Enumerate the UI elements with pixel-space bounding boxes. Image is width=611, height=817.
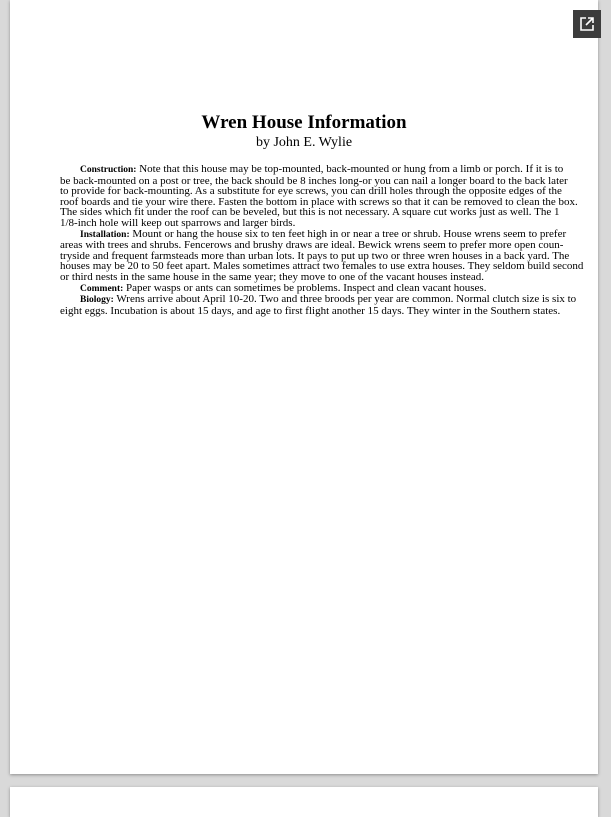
line-text: tryside and frequent farmsteads more than urban lots. It pays to put up two or three wren houses in a back yard. The bbox=[60, 249, 570, 262]
line-text: Note that this house may be top-mounted, back-mounted or hung from a limb or porch. If it is to bbox=[139, 163, 564, 175]
line-text: 1/8-inch hole will keep out sparrows and larger birds. bbox=[60, 216, 296, 229]
line-text: roof boards and tie your wire there. Fasten the bottom in place with screws so that it can be removed to clean the box. bbox=[60, 195, 578, 208]
paragraph-label: Installation: bbox=[80, 229, 130, 240]
document-author: by John E. Wylie bbox=[255, 135, 353, 150]
line-text: Wrens arrive about April 10-20. Two and three broods per year are common. Normal clutch size is six to bbox=[116, 293, 577, 306]
open-in-new-window-button[interactable] bbox=[573, 10, 601, 38]
line-text: Paper wasps or ants can sometimes be problems. Inspect and clean vacant houses. bbox=[126, 281, 487, 294]
document-body bbox=[60, 163, 584, 317]
paragraph bbox=[60, 293, 577, 317]
paragraph-label: Biology: bbox=[80, 295, 114, 306]
paragraph bbox=[60, 163, 578, 229]
line-text: areas with trees and shrubs. Fencerows and brushy draws are ideal. Bewick wrens seem to prefer more open coun- bbox=[60, 239, 564, 252]
external-link-icon bbox=[580, 17, 594, 31]
document-title: Wren House Information bbox=[201, 112, 407, 133]
line-text: be back-mounted on a post or tree, the back should be 8 inches long-or you can nail a longer board to the back later bbox=[60, 174, 568, 187]
text-line bbox=[60, 304, 561, 317]
document-page bbox=[10, 0, 598, 774]
line-text: or third nests in the same house in the same year; they move to one of the vacant houses instead. bbox=[60, 270, 484, 283]
line-text: to provide for back-mounting. As a substitute for eye screws, you can drill holes through the opposite edges of the bbox=[60, 185, 562, 198]
line-text: houses may be 20 to 50 feet apart. Males sometimes attract two females to use extra houses. They seldom build second bbox=[60, 260, 584, 273]
line-text: Mount or hang the house six to ten feet high in or near a tree or shrub. House wrens seem to prefer bbox=[132, 227, 567, 240]
line-text: eight eggs. Incubation is about 15 days, and age to first flight another 15 days. They winter in the Southern states. bbox=[60, 304, 561, 317]
line-text: The sides which fit under the roof can be beveled, but this is not necessary. A square cut works just as well. The 1 bbox=[60, 206, 560, 219]
paragraph bbox=[60, 227, 584, 283]
paragraph-label: Comment: bbox=[80, 283, 124, 294]
next-page bbox=[10, 787, 598, 817]
paragraph-label: Construction: bbox=[80, 165, 137, 175]
